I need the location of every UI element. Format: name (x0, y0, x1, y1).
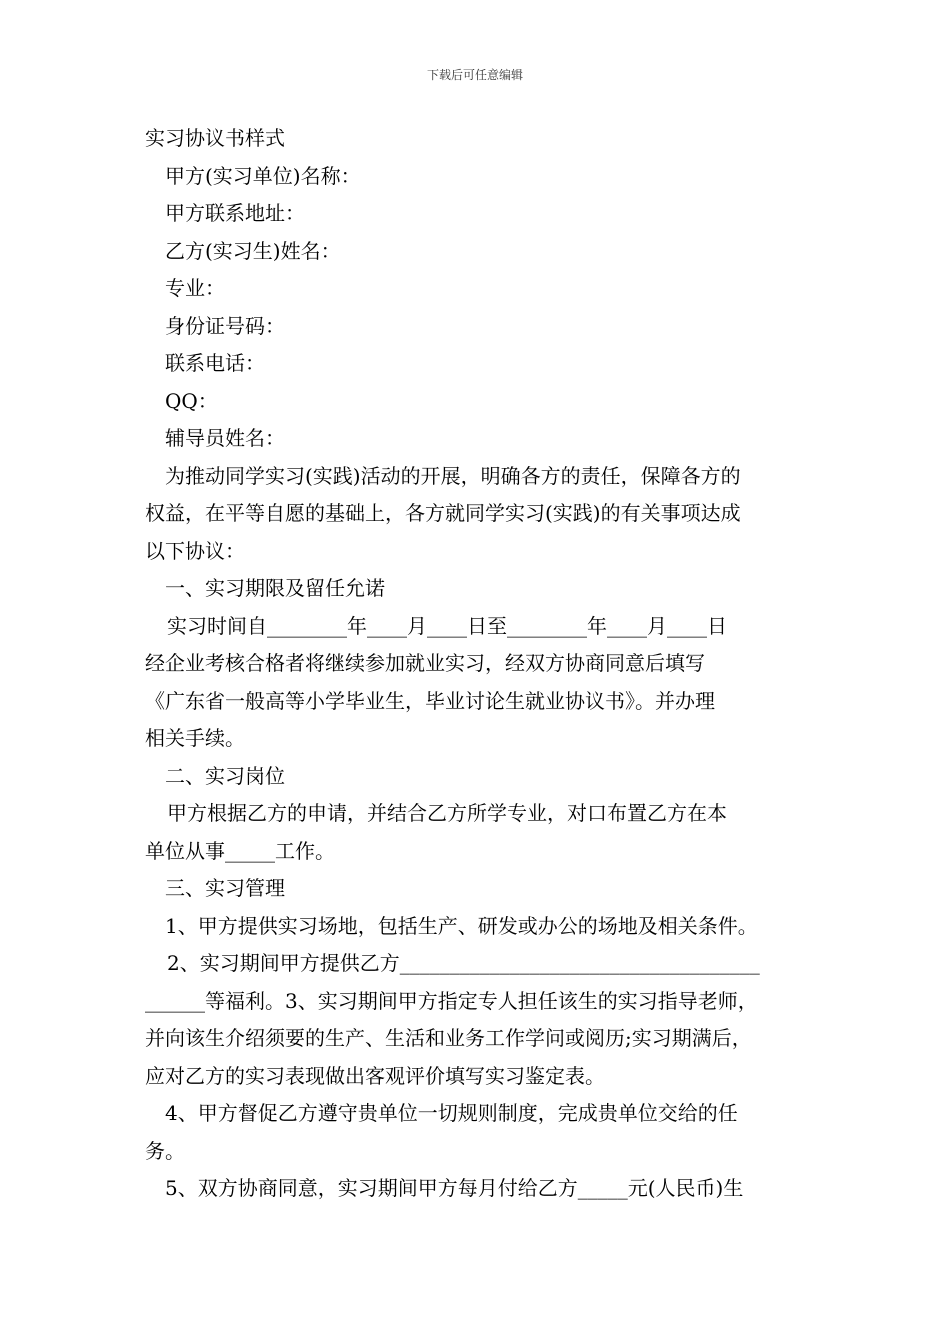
management-item-2: 并向该生介绍须要的生产、生活和业务工作学问或阅历;实习期满后， (145, 1026, 752, 1050)
section-term-line: 相关手续。 (145, 726, 245, 750)
section-heading-position: 二、实习岗位 (165, 763, 285, 788)
section-position-line: 单位从事_____工作。 (145, 838, 335, 863)
management-item-4: 4、甲方督促乙方遵守贵单位一切规则制度，完成贵单位交给的任 (165, 1101, 738, 1125)
document-title: 实习协议书样式 (145, 126, 285, 150)
field-party-b-name: 乙方(实习生)姓名： (165, 238, 341, 263)
section-term-line: 实习时间自________年____月____日至________年____月____日 (167, 613, 727, 638)
page-header-note: 下载后可任意编辑 (426, 68, 523, 82)
section-term-line: 《广东省一般高等小学毕业生，毕业讨论生就业协议书》。并办理 (145, 688, 715, 713)
management-item-2: 应对乙方的实习表现做出客观评价填写实习鉴定表。 (145, 1063, 605, 1088)
management-item-2: ______等福利。3、实习期间甲方指定专人担任该生的实习指导老师， (145, 988, 758, 1013)
intro-line: 权益，在平等自愿的基础上，各方就同学实习(实践)的有关事项达成 (145, 501, 741, 525)
intro-line: 为推动同学实习(实践)活动的开展，明确各方的责任，保障各方的 (165, 463, 741, 488)
section-heading-term: 一、实习期限及留任允诺 (165, 576, 385, 600)
section-heading-management: 三、实习管理 (165, 876, 285, 900)
field-major: 专业： (165, 276, 225, 300)
field-party-a-name: 甲方(实习单位)名称： (165, 163, 361, 188)
management-item-1: 1、甲方提供实习场地，包括生产、研发或办公的场地及相关条件。 (165, 913, 758, 938)
management-item-2: 2、实习期间甲方提供乙方____________________________________ (167, 951, 760, 975)
field-party-a-address: 甲方联系地址： (165, 201, 305, 225)
intro-line: 以下协议： (145, 538, 245, 563)
management-item-5: 5、双方协商同意，实习期间甲方每月付给乙方_____元(人民币)生 (165, 1176, 744, 1200)
field-id-number: 身份证号码： (165, 313, 285, 338)
section-position-line: 甲方根据乙方的申请，并结合乙方所学专业，对口布置乙方在本 (167, 801, 727, 825)
field-phone: 联系电话： (165, 351, 265, 375)
section-term-line: 经企业考核合格者将继续参加就业实习，经双方协商同意后填写 (145, 651, 705, 675)
field-counselor-name: 辅导员姓名： (165, 426, 285, 450)
management-item-4: 务。 (145, 1138, 185, 1163)
document-body (145, 120, 810, 1208)
field-qq: QQ： (165, 388, 218, 413)
